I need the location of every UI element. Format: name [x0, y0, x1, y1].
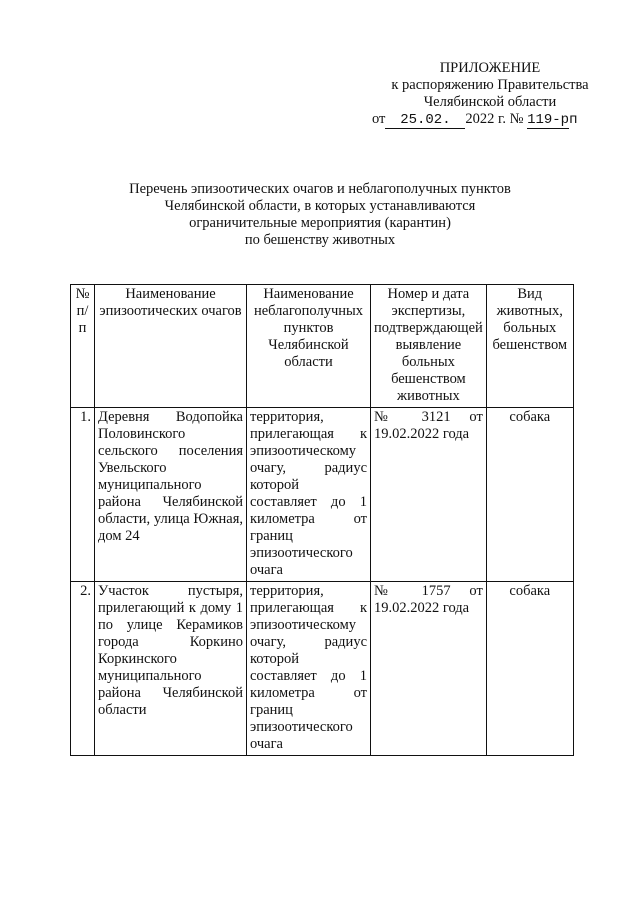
document-title — [100, 181, 540, 249]
row-animal: собака — [486, 582, 573, 756]
appendix-line-2: Челябинской области — [423, 94, 557, 110]
row-animal: собака — [486, 408, 573, 582]
decree-date: 25.02. — [385, 113, 465, 129]
appendix-title: ПРИЛОЖЕНИЕ — [439, 60, 541, 76]
row-area: территория, прилегающая к эпизоотическому очагу, радиус которой составляет до 1 километра от границ эпизоотического очага — [247, 408, 371, 582]
header-number: № п/п — [71, 285, 95, 408]
appendix-date-line — [372, 111, 608, 129]
header-animal: Вид животных, больных бешенством — [486, 285, 573, 408]
date-prefix: от — [372, 111, 386, 127]
appendix-line-1: к распоряжению Правительства — [391, 77, 589, 93]
title-line: Челябинской области, в которых устанавливаются — [164, 198, 476, 214]
row-focus: Деревня Водопойка Половинского сельского поселения Увельского муниципального района Челябинской области, улица Южная, дом 24 — [95, 408, 247, 582]
row-number: 1. — [71, 408, 95, 582]
header-focus: Наименование эпизоотических очагов — [95, 285, 247, 408]
decree-year: 2022 г. № — [465, 111, 524, 127]
header-exam: Номер и дата экспертизы, подтверждающей выявление больных бешенством животных — [371, 285, 487, 408]
row-exam: № 3121 от 19.02.2022 года — [371, 408, 487, 582]
foci-table — [70, 284, 574, 756]
decree-number: 119-рп — [527, 112, 578, 128]
row-focus: Участок пустыря, прилегающий к дому 1 по улице Керамиков города Коркино Коркинского муниципального района Челябинской области — [95, 582, 247, 756]
header-area: Наименование неблагополучных пунктов Челябинской области — [247, 285, 371, 408]
row-area: территория, прилегающая к эпизоотическому очагу, радиус которой составляет до 1 километра от границ эпизоотического очага — [247, 582, 371, 756]
title-line: Перечень эпизоотических очагов и неблагополучных пунктов — [129, 181, 511, 197]
table-row — [71, 408, 574, 582]
table-header-row — [71, 285, 574, 408]
table-row — [71, 582, 574, 756]
row-exam: № 1757 от 19.02.2022 года — [371, 582, 487, 756]
appendix-header — [372, 60, 608, 129]
title-line: по бешенству животных — [244, 232, 396, 248]
row-number: 2. — [71, 582, 95, 756]
title-line: ограничительные мероприятия (карантин) — [189, 215, 451, 231]
